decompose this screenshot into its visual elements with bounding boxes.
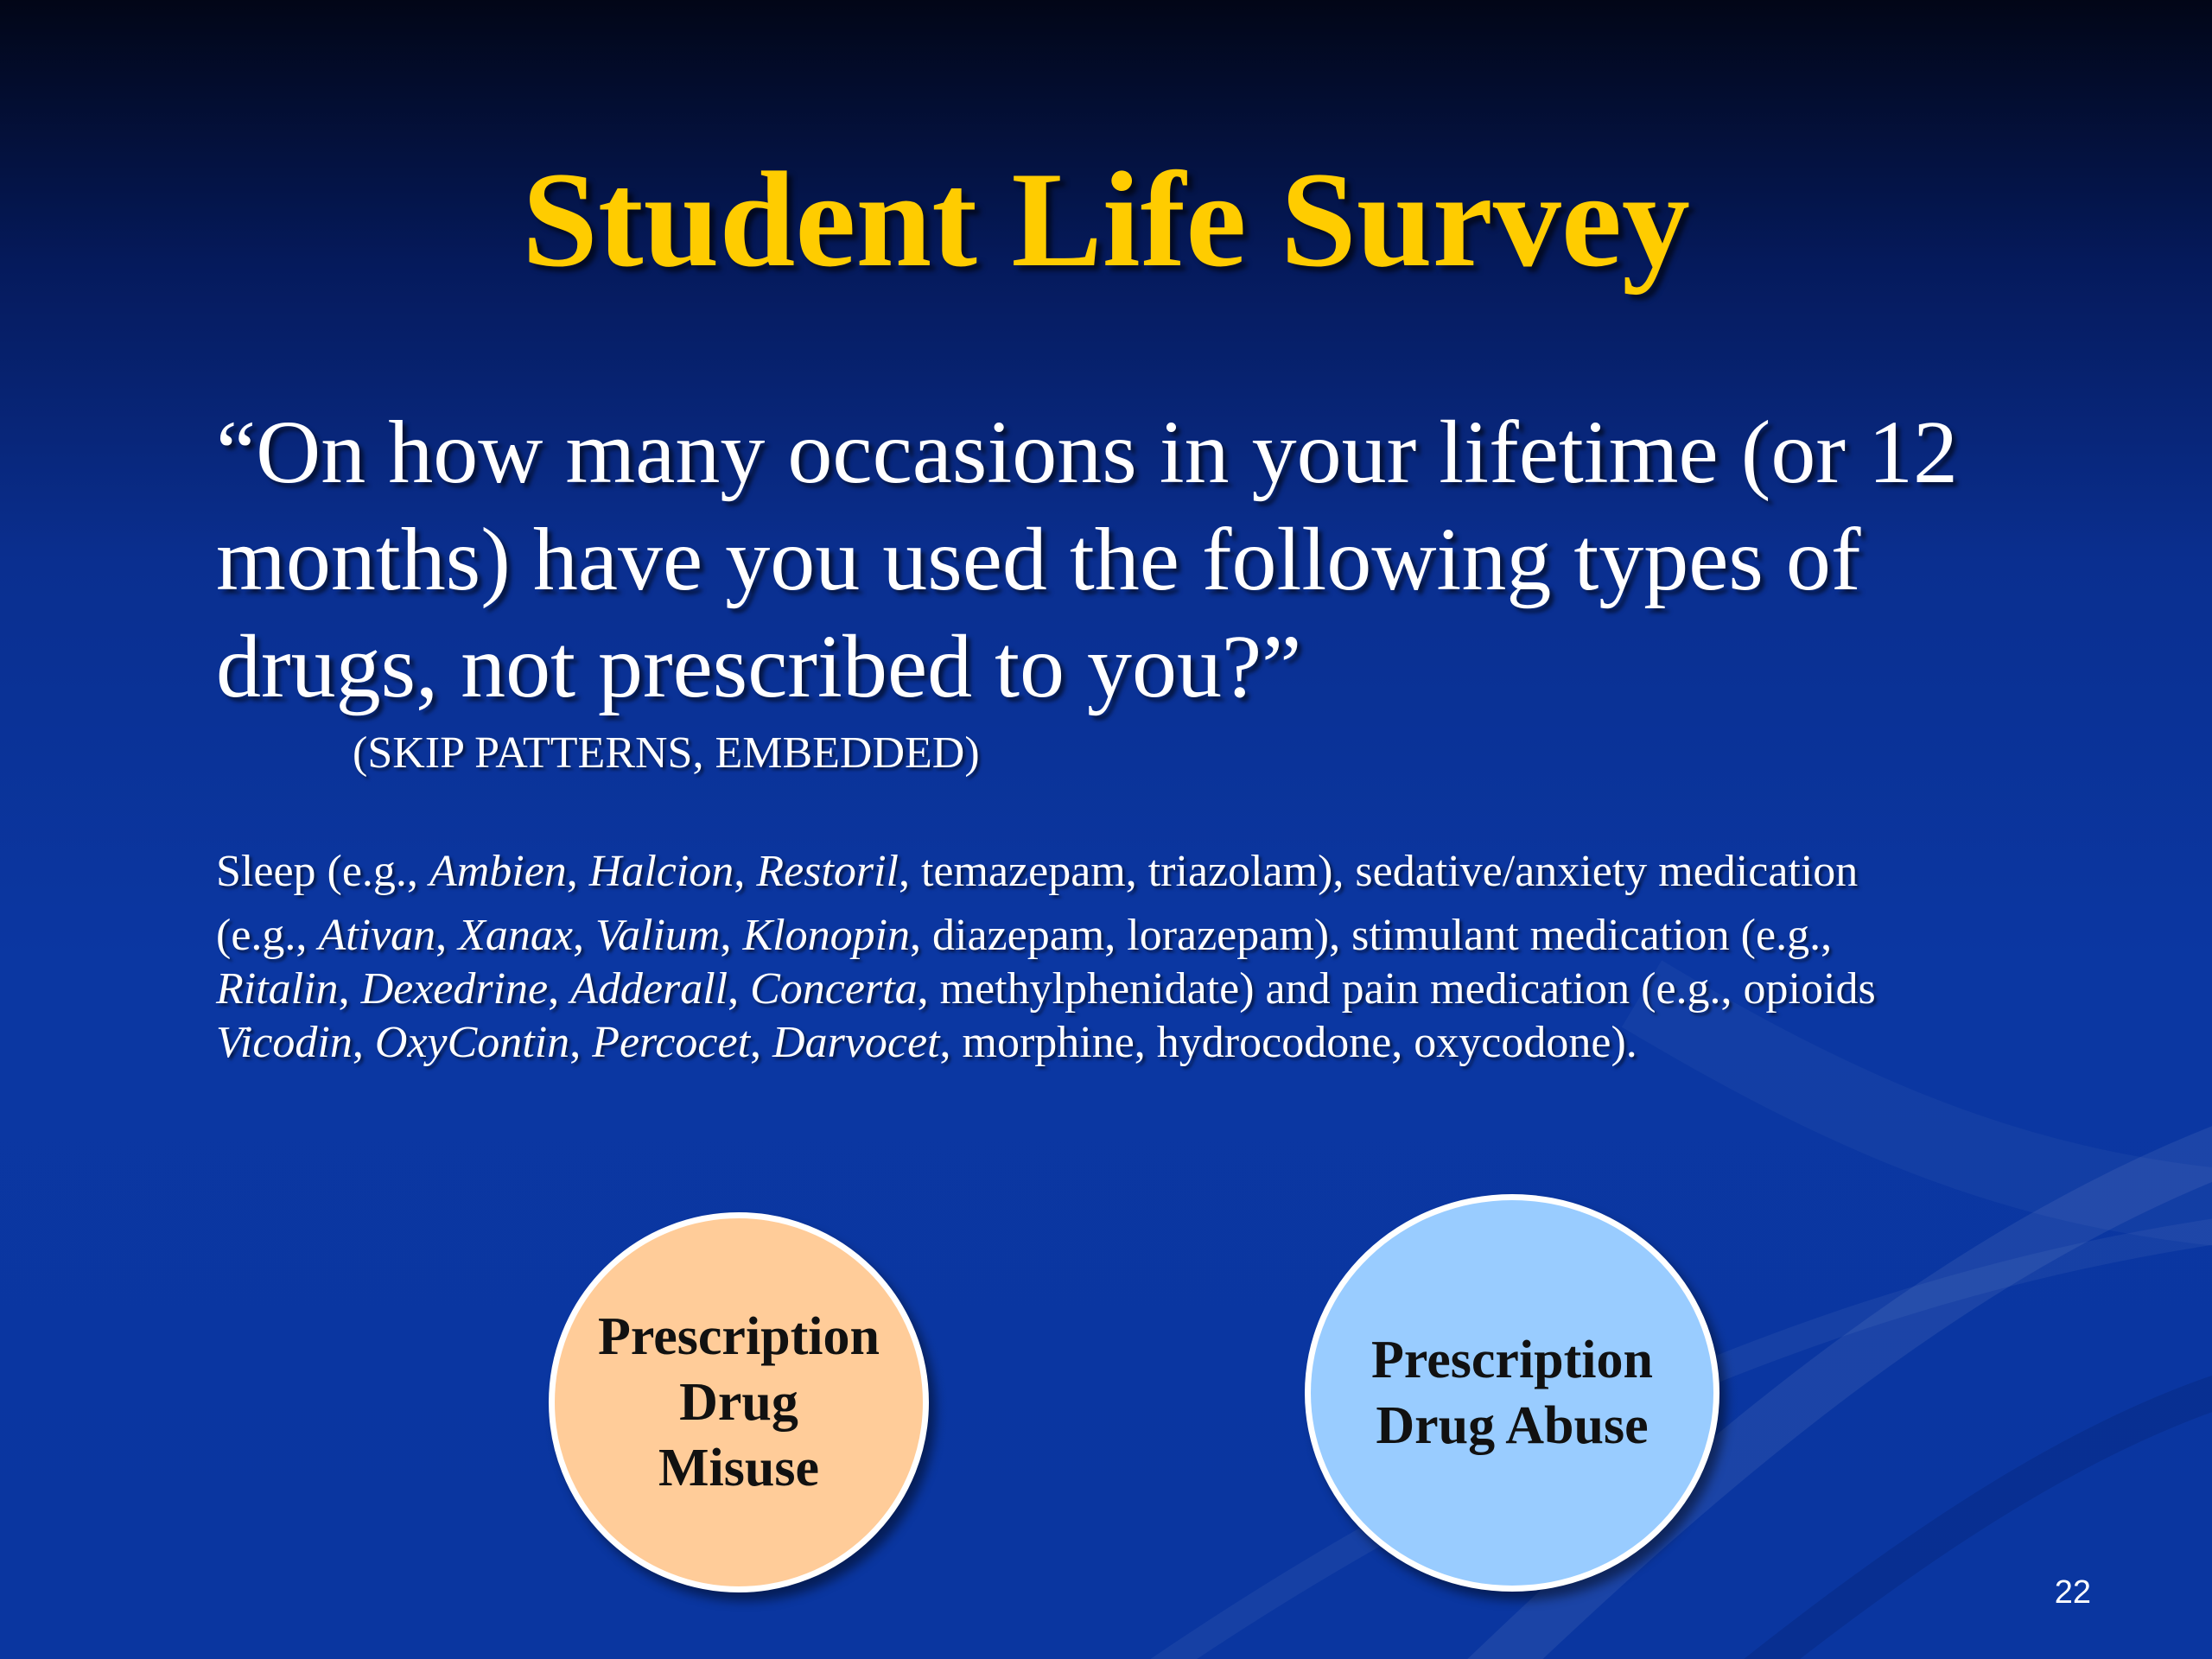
drug-brand-name: Xanax bbox=[458, 911, 573, 960]
examples-line bbox=[216, 845, 2056, 899]
examples-text: , methylphenidate) and pain medication (e.g., opioids bbox=[917, 964, 1876, 1014]
survey-question: “On how many occasions in your lifetime (or 12 months) have you used the following types of drugs, not prescribed to you?” bbox=[216, 403, 1958, 716]
drug-brand-name: Vicodin bbox=[216, 1018, 353, 1067]
examples-text: , bbox=[435, 911, 459, 960]
examples-text: , bbox=[720, 911, 743, 960]
examples-text: , bbox=[566, 847, 589, 896]
examples-text: (e.g., bbox=[216, 911, 319, 960]
drug-brand-name: Ritalin bbox=[216, 964, 339, 1014]
examples-text: , diazepam, lorazepam), stimulant medication (e.g., bbox=[910, 911, 1833, 960]
page-number: 22 bbox=[2054, 1574, 2091, 1611]
drug-brand-name: Klonopin bbox=[742, 911, 911, 960]
drug-brand-name: Valium bbox=[595, 911, 721, 960]
examples-line bbox=[216, 963, 2056, 1016]
prescription-drug-misuse-circle bbox=[549, 1212, 929, 1592]
examples-text: , bbox=[548, 964, 571, 1014]
drug-brand-name: Adderall bbox=[570, 964, 728, 1014]
drug-examples bbox=[216, 845, 2056, 1070]
circle-label-line: Drug bbox=[679, 1373, 798, 1432]
drug-brand-name: Restoril bbox=[756, 847, 899, 896]
drug-brand-name: OxyContin bbox=[374, 1018, 570, 1067]
circle-label-line: Prescription bbox=[597, 1307, 880, 1366]
examples-text: Sleep (e.g., bbox=[216, 847, 429, 896]
drug-brand-name: Ativan bbox=[318, 911, 436, 960]
drug-brand-name: Halcion bbox=[588, 847, 734, 896]
examples-text: , bbox=[569, 1018, 593, 1067]
examples-line bbox=[216, 909, 2056, 963]
circle-label-line: Prescription bbox=[1370, 1331, 1653, 1389]
examples-text: , bbox=[352, 1018, 375, 1067]
circle-label-line: Drug Abuse bbox=[1376, 1396, 1649, 1455]
drug-brand-name: Ambien bbox=[429, 847, 567, 896]
examples-text: , temazepam, triazolam), sedative/anxiety medication bbox=[898, 847, 1859, 896]
examples-line bbox=[216, 1016, 2056, 1070]
examples-text: , bbox=[734, 847, 757, 896]
examples-text: , morphine, hydrocodone, oxycodone). bbox=[939, 1018, 1637, 1067]
slide-title: Student Life Survey bbox=[522, 144, 1690, 296]
prescription-drug-abuse-circle bbox=[1305, 1194, 1719, 1592]
examples-text: , bbox=[728, 964, 751, 1014]
drug-brand-name: Concerta bbox=[750, 964, 918, 1014]
examples-text: , bbox=[573, 911, 595, 960]
drug-brand-name: Percocet bbox=[592, 1018, 751, 1067]
skip-patterns-note: (SKIP PATTERNS, EMBEDDED) bbox=[353, 728, 980, 778]
drug-brand-name: Darvocet bbox=[772, 1018, 940, 1067]
drug-brand-name: Dexedrine bbox=[360, 964, 549, 1014]
examples-text: , bbox=[338, 964, 361, 1014]
circle-label-line: Misuse bbox=[658, 1439, 819, 1497]
examples-text: , bbox=[750, 1018, 773, 1067]
